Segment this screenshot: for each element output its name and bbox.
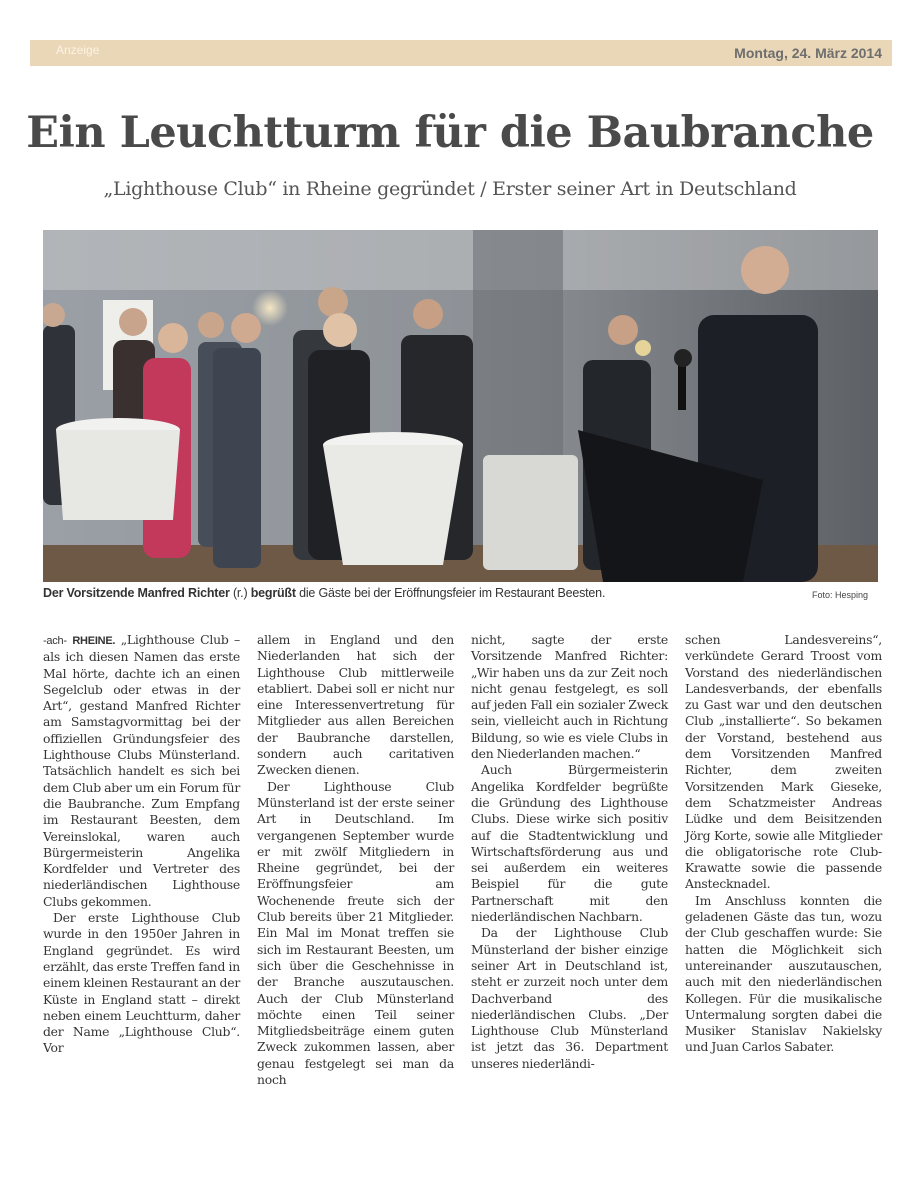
caption-plain-1: (r.) [229,586,251,600]
article-paragraph: Der erste Lighthouse Club wurde in den 1950er Jahren in England gegründet. Es wird erzählt, das erste Treffen fand in einem kleinen Restaurant an der Küste in England statt – direkt neben einem Leuchtturm, daher der Name „Lighthouse Club“. Vor [43,910,240,1056]
event-photo [43,230,878,582]
author-tag: -ach- [43,635,67,647]
issue-date: Montag, 24. März 2014 [734,45,882,61]
article-headline: Ein Leuchtturm für die Baubranche [26,108,874,158]
article-paragraph: Im Anschluss konnten die geladenen Gäste das tun, wozu der Club geschaffen wurde: Sie hatten die Möglichkeit sich untereinander auszutauschen, auch mit den niederländischen Kollegen. Für die musikalische Untermalung sorgten dabei die Musiker Stanislav Nakielsky und Juan Carlos Sabater. [685,892,882,1055]
article-subheadline: „Lighthouse Club“ in Rheine gegründet / Erster seiner Art in Deutschland [103,178,797,200]
ad-label: Anzeige [56,43,100,57]
paragraph-text: „Lighthouse Club – als ich diesen Namen das erste Mal hörte, dachte ich an einen Segelclub oder etwas in der Art“, gestand Manfred Richter am Samstagvormittag bei der offiziellen Gründungsfeier des Lighthouse Clubs Münsterland. Tatsächlich handelt es sich bei dem Club aber um ein Forum für die Baubranche. Zum Empfang im Restaurant Beesten, dem Vereinslokal, waren auch Bürgermeisterin Angelika Kordfelder und Vertreter des niederländischen Lighthouse Clubs gekommen. [43,632,240,909]
photo-credit: Foto: Hesping [812,590,869,600]
caption-bold-1: Der Vorsitzende Manfred Richter [43,586,230,600]
page-header-bar [30,40,892,66]
caption-plain-2: die Gäste bei der Eröffnungsfeier im Restaurant Beesten. [295,586,606,600]
article-paragraph: nicht, sagte der erste Vorsitzende Manfred Richter: „Wir haben uns da zur Zeit noch nicht genau festgelegt, es soll auf jeden Fall ein sozialer Zweck sein, vielleicht auch in Richtung Bildung, so wie es viele Clubs in den Niederlanden machen.“ [471,632,668,762]
article-column-4 [685,632,882,1172]
article-paragraph: allem in England und den Niederlanden hat sich der Lighthouse Club mittlerweile etabliert. Dabei soll er nicht nur eine Interessenvertretung für Mitglieder aus allen Bereichen der Baubranche darstellen, sondern auch caritativen Zwecken dienen. [257,632,454,778]
photo-caption [43,586,743,600]
article-paragraph [43,632,240,910]
article-paragraph: Auch Bürgermeisterin Angelika Kordfelder begrüßte die Gründung des Lighthouse Clubs. Diese wirke sich positiv auf die Stadtentwicklung und Wirtschaftsförderung aus und sei außerdem ein weiteres Beispiel für die gute Partnerschaft mit den niederländischen Nachbarn. [471,762,668,925]
article-column-3 [471,632,668,1172]
event-photo-illustration [43,230,878,582]
caption-bold-2: begrüßt [250,586,296,600]
article-paragraph: schen Landesvereins“, verkündete Gerard Troost vom Vorstand des niederländischen Landesverbands, der ebenfalls zu Gast war und den deutschen Club „installierte“. So bekamen der Vorstand, bestehend aus dem Vorsitzenden Manfred Richter, dem zweiten Vorsitzenden Mark Gieseke, dem Schatzmeister Andreas Lüdke und dem Beisitzenden Jörg Korte, sowie alle Mitglieder die obligatorische rote Club-Krawatte sowie die passende Anstecknadel. [685,632,882,892]
article-column-2 [257,632,454,1172]
article-body [43,632,885,1172]
dateline-location: RHEINE. [72,635,116,647]
article-paragraph: Da der Lighthouse Club Münsterland der bisher einzige seiner Art in Deutschland ist, steht er zurzeit noch unter dem Dachverband des niederländischen Clubs. „Der Lighthouse Club Münsterland ist jetzt das 36. Department unseres niederländi- [471,925,668,1071]
article-paragraph: Der Lighthouse Club Münsterland ist der erste seiner Art in Deutschland. Im vergangenen September wurde er mit zwölf Mitgliedern in Rheine gegründet, bei der Eröffnungsfeier am Wochenende freute sich der Club bereits über 21 Mitglieder. Ein Mal im Monat treffen sie sich im Restaurant Beesten, um sich über die Geschehnisse in der Branche auszutauschen. Auch der Club Münsterland möchte einen Teil seiner Mitgliedsbeiträge einem guten Zweck zukommen lassen, aber genau festgelegt sei man da noch [257,778,454,1088]
article-column-1 [43,632,240,1172]
